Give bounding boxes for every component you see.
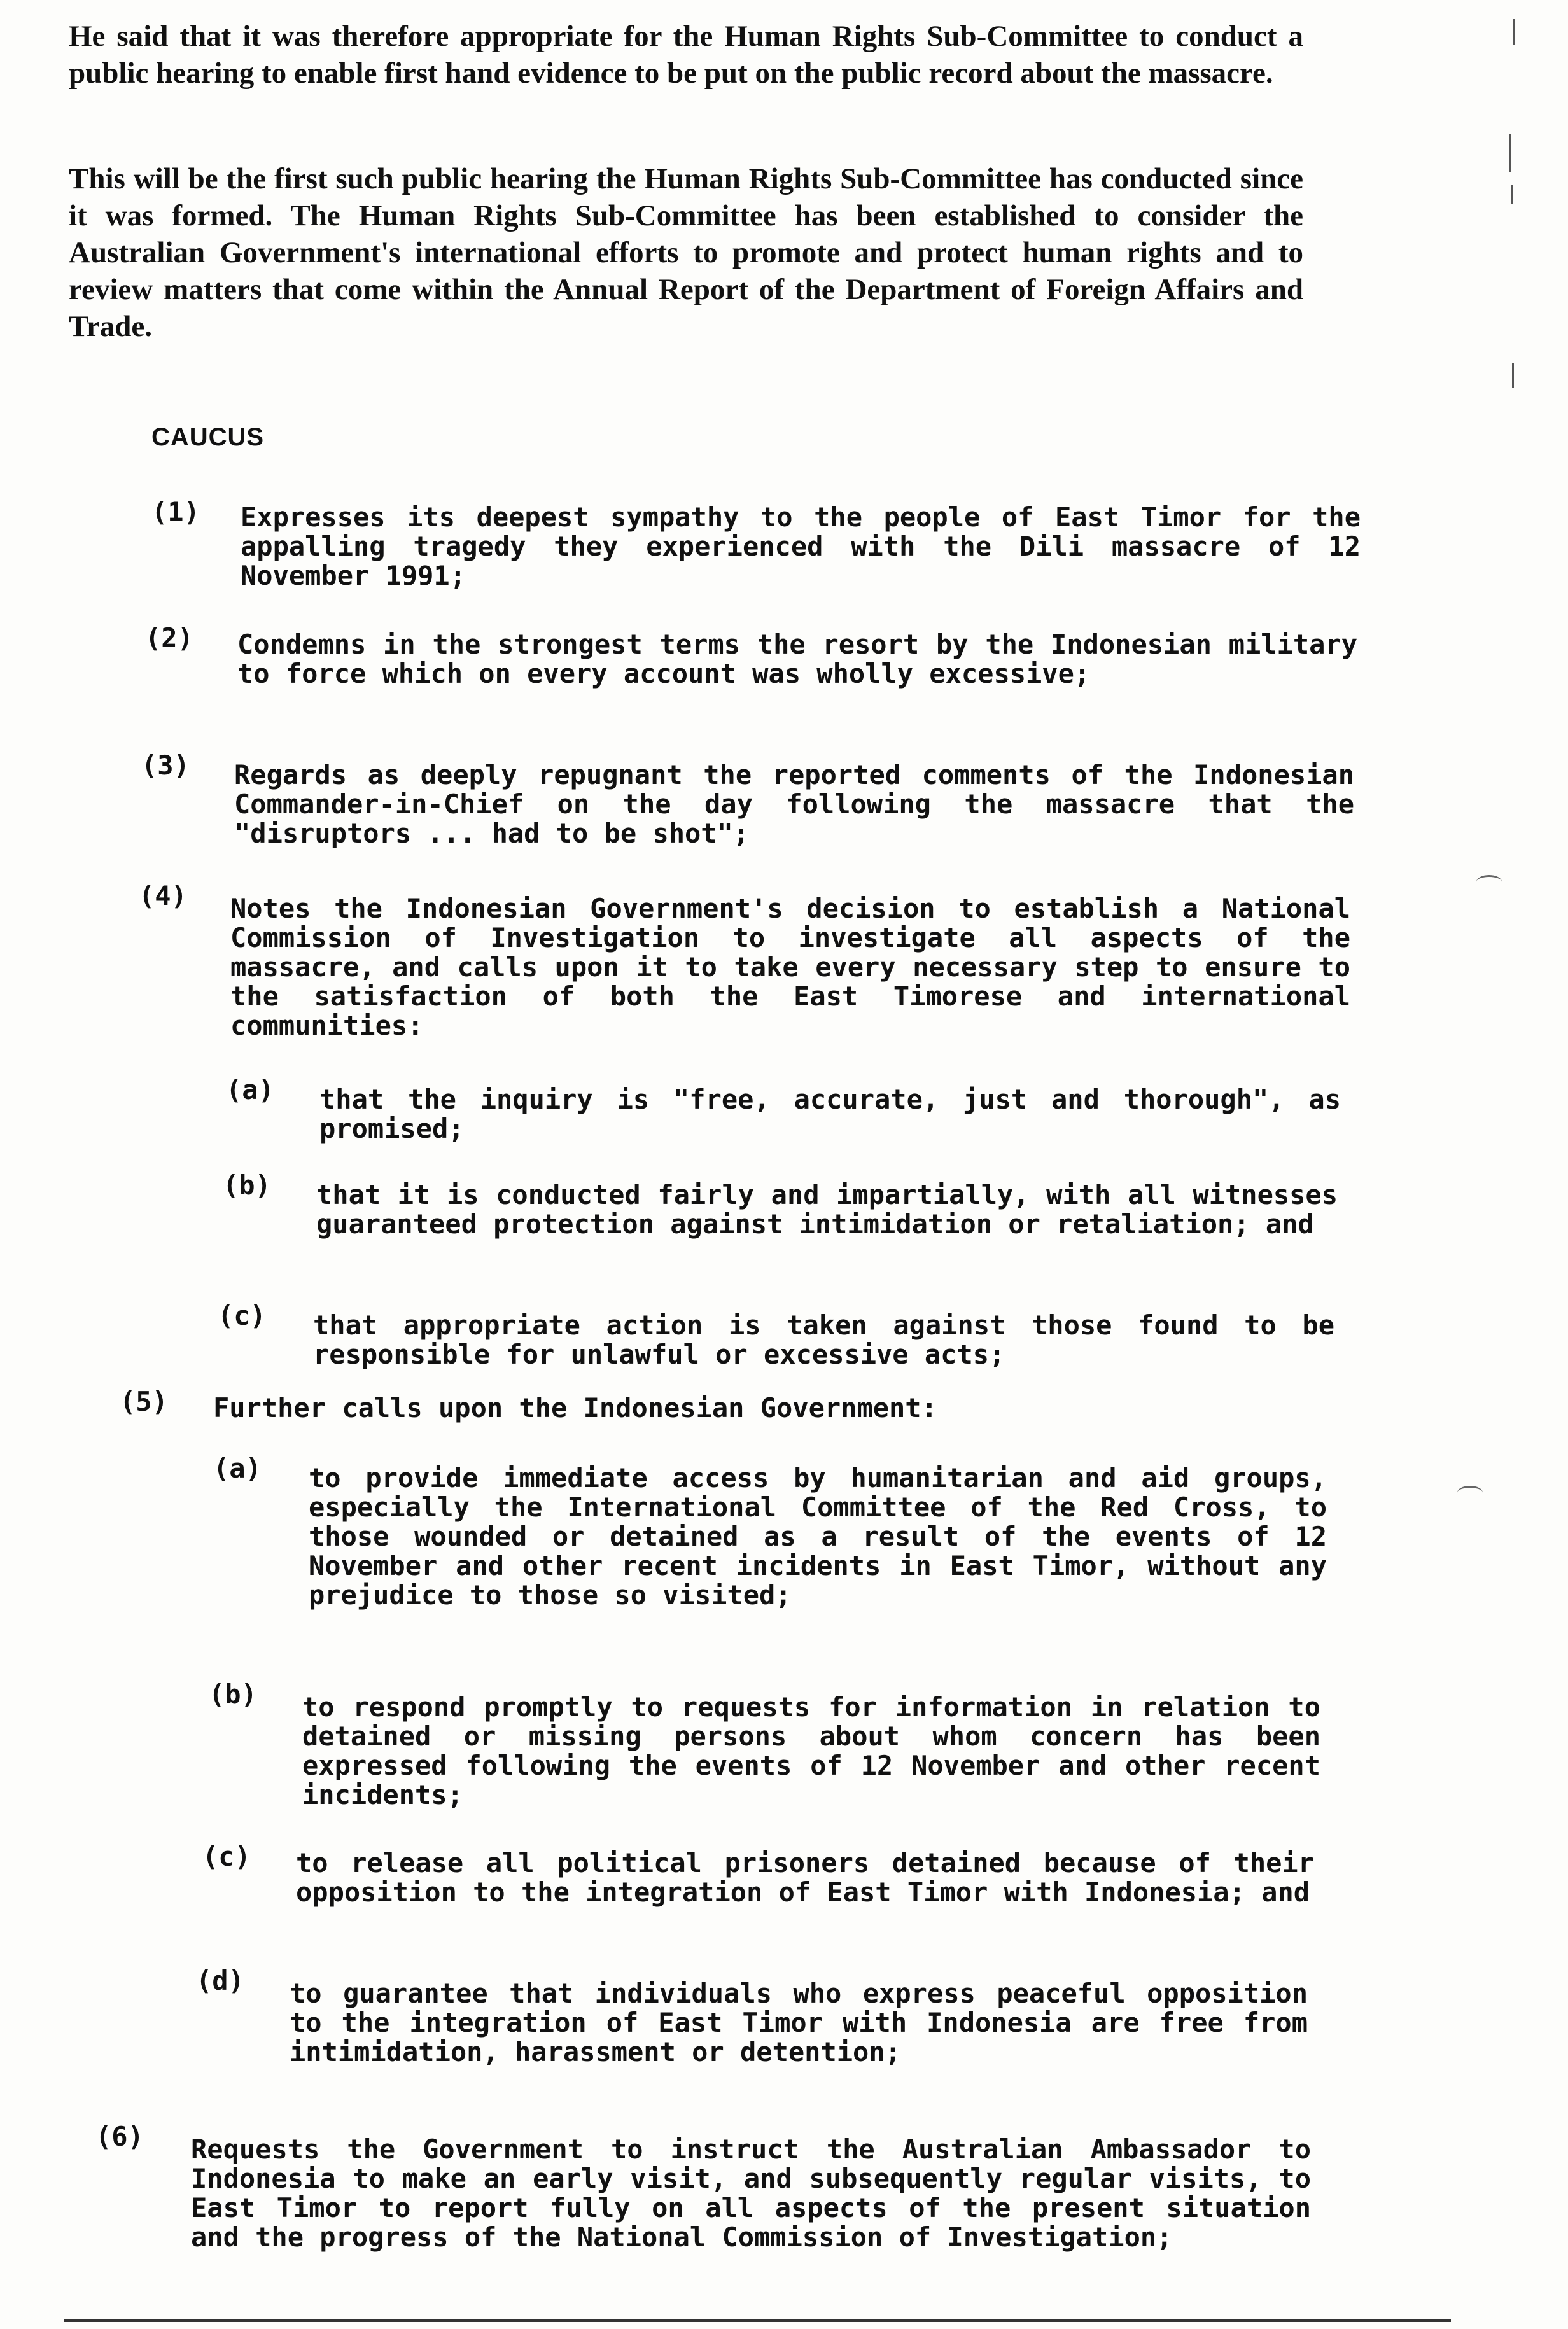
scan-mark: [1509, 134, 1511, 172]
scan-mark: [1457, 1486, 1483, 1499]
resolution-subitem: to guarantee that individuals who express peaceful opposition to the integration of East Timor with Indonesia are free from intimidation, harassment or detention;: [290, 1978, 1308, 2067]
scan-mark: [1511, 185, 1513, 204]
item-number: (3): [141, 750, 190, 781]
resolution-item: Condemns in the strongest terms the resort by the Indonesian military to force which on every account was wholly excessive;: [237, 629, 1357, 689]
item-number: (c): [202, 1841, 251, 1872]
resolution-subitem: that it is conducted fairly and impartially, with all witnesses guaranteed protection against intimidation or retaliation; and: [316, 1179, 1338, 1240]
item-number: (b): [223, 1170, 271, 1201]
intro-paragraph-2: This will be the first such public hearing the Human Rights Sub-Committee has conducted since it was formed. The Human Rights Sub-Committee has been established to consider the Australian Government's international efforts to promote and protect human rights and to review matters that come within the Annual Report of the Department of Foreign Affairs and Trade.: [69, 162, 1303, 343]
item-number: (d): [196, 1965, 244, 1996]
resolution-subitem: that the inquiry is "free, accurate, just and thorough", as promised;: [319, 1084, 1341, 1144]
item-number: (a): [226, 1074, 274, 1105]
item-number: (5): [120, 1386, 168, 1417]
resolution-item: Notes the Indonesian Government's decision to establish a National Commission of Investigation to investigate all aspects of the massacre, and calls upon it to take every necessary step to ensure to the satisfaction of both the East Timorese and international communities:: [230, 893, 1350, 1041]
scan-mark: [1512, 363, 1514, 388]
resolution-subitem: to release all political prisoners detained because of their opposition to the integration of East Timor with Indonesia; and: [296, 1847, 1314, 1908]
resolution-item: Regards as deeply repugnant the reported comments of the Indonesian Commander-in-Chief on the day following the massacre that the "disruptors ... had to be shot";: [234, 759, 1354, 849]
scan-mark: [1513, 19, 1515, 45]
item-number: (c): [218, 1300, 266, 1331]
item-number: (2): [145, 622, 193, 654]
scan-mark: [1476, 875, 1502, 888]
resolution-subitem: to provide immediate access by humanitarian and aid groups, especially the International Committee of the Red Cross, to those wounded or detained as a result of the events of 12 November and other recent incidents in East Timor, without any prejudice to those so visited;: [309, 1462, 1327, 1611]
resolution-item: Requests the Government to instruct the Australian Ambassador to Indonesia to make an early visit, and subsequently regular visits, to East Timor to report fully on all aspects of the present situation and the progress of the National Commission of Investigation;: [191, 2134, 1311, 2253]
caucus-heading: CAUCUS: [151, 423, 265, 451]
item-number: (1): [151, 496, 200, 528]
resolution-item: Further calls upon the Indonesian Government:: [213, 1392, 937, 1423]
intro-paragraph-1: He said that it was therefore appropriate for the Human Rights Sub-Committee to conduct a public hearing to enable first hand evidence to be put on the public record about the massacre.: [69, 20, 1303, 90]
resolution-subitem: that appropriate action is taken against those found to be responsible for unlawful or excessive acts;: [313, 1310, 1334, 1370]
item-number: (a): [213, 1453, 262, 1484]
page-edge-line: [64, 2319, 1451, 2322]
item-number: (b): [209, 1679, 257, 1710]
item-number: (6): [95, 2121, 144, 2152]
resolution-item: Expresses its deepest sympathy to the people of East Timor for the appalling tragedy they experienced with the Dili massacre of 12 November 1991;: [241, 501, 1361, 591]
item-number: (4): [139, 880, 187, 911]
resolution-subitem: to respond promptly to requests for information in relation to detained or missing persons about whom concern has been expressed following the events of 12 November and other recent incidents;: [302, 1691, 1320, 1810]
